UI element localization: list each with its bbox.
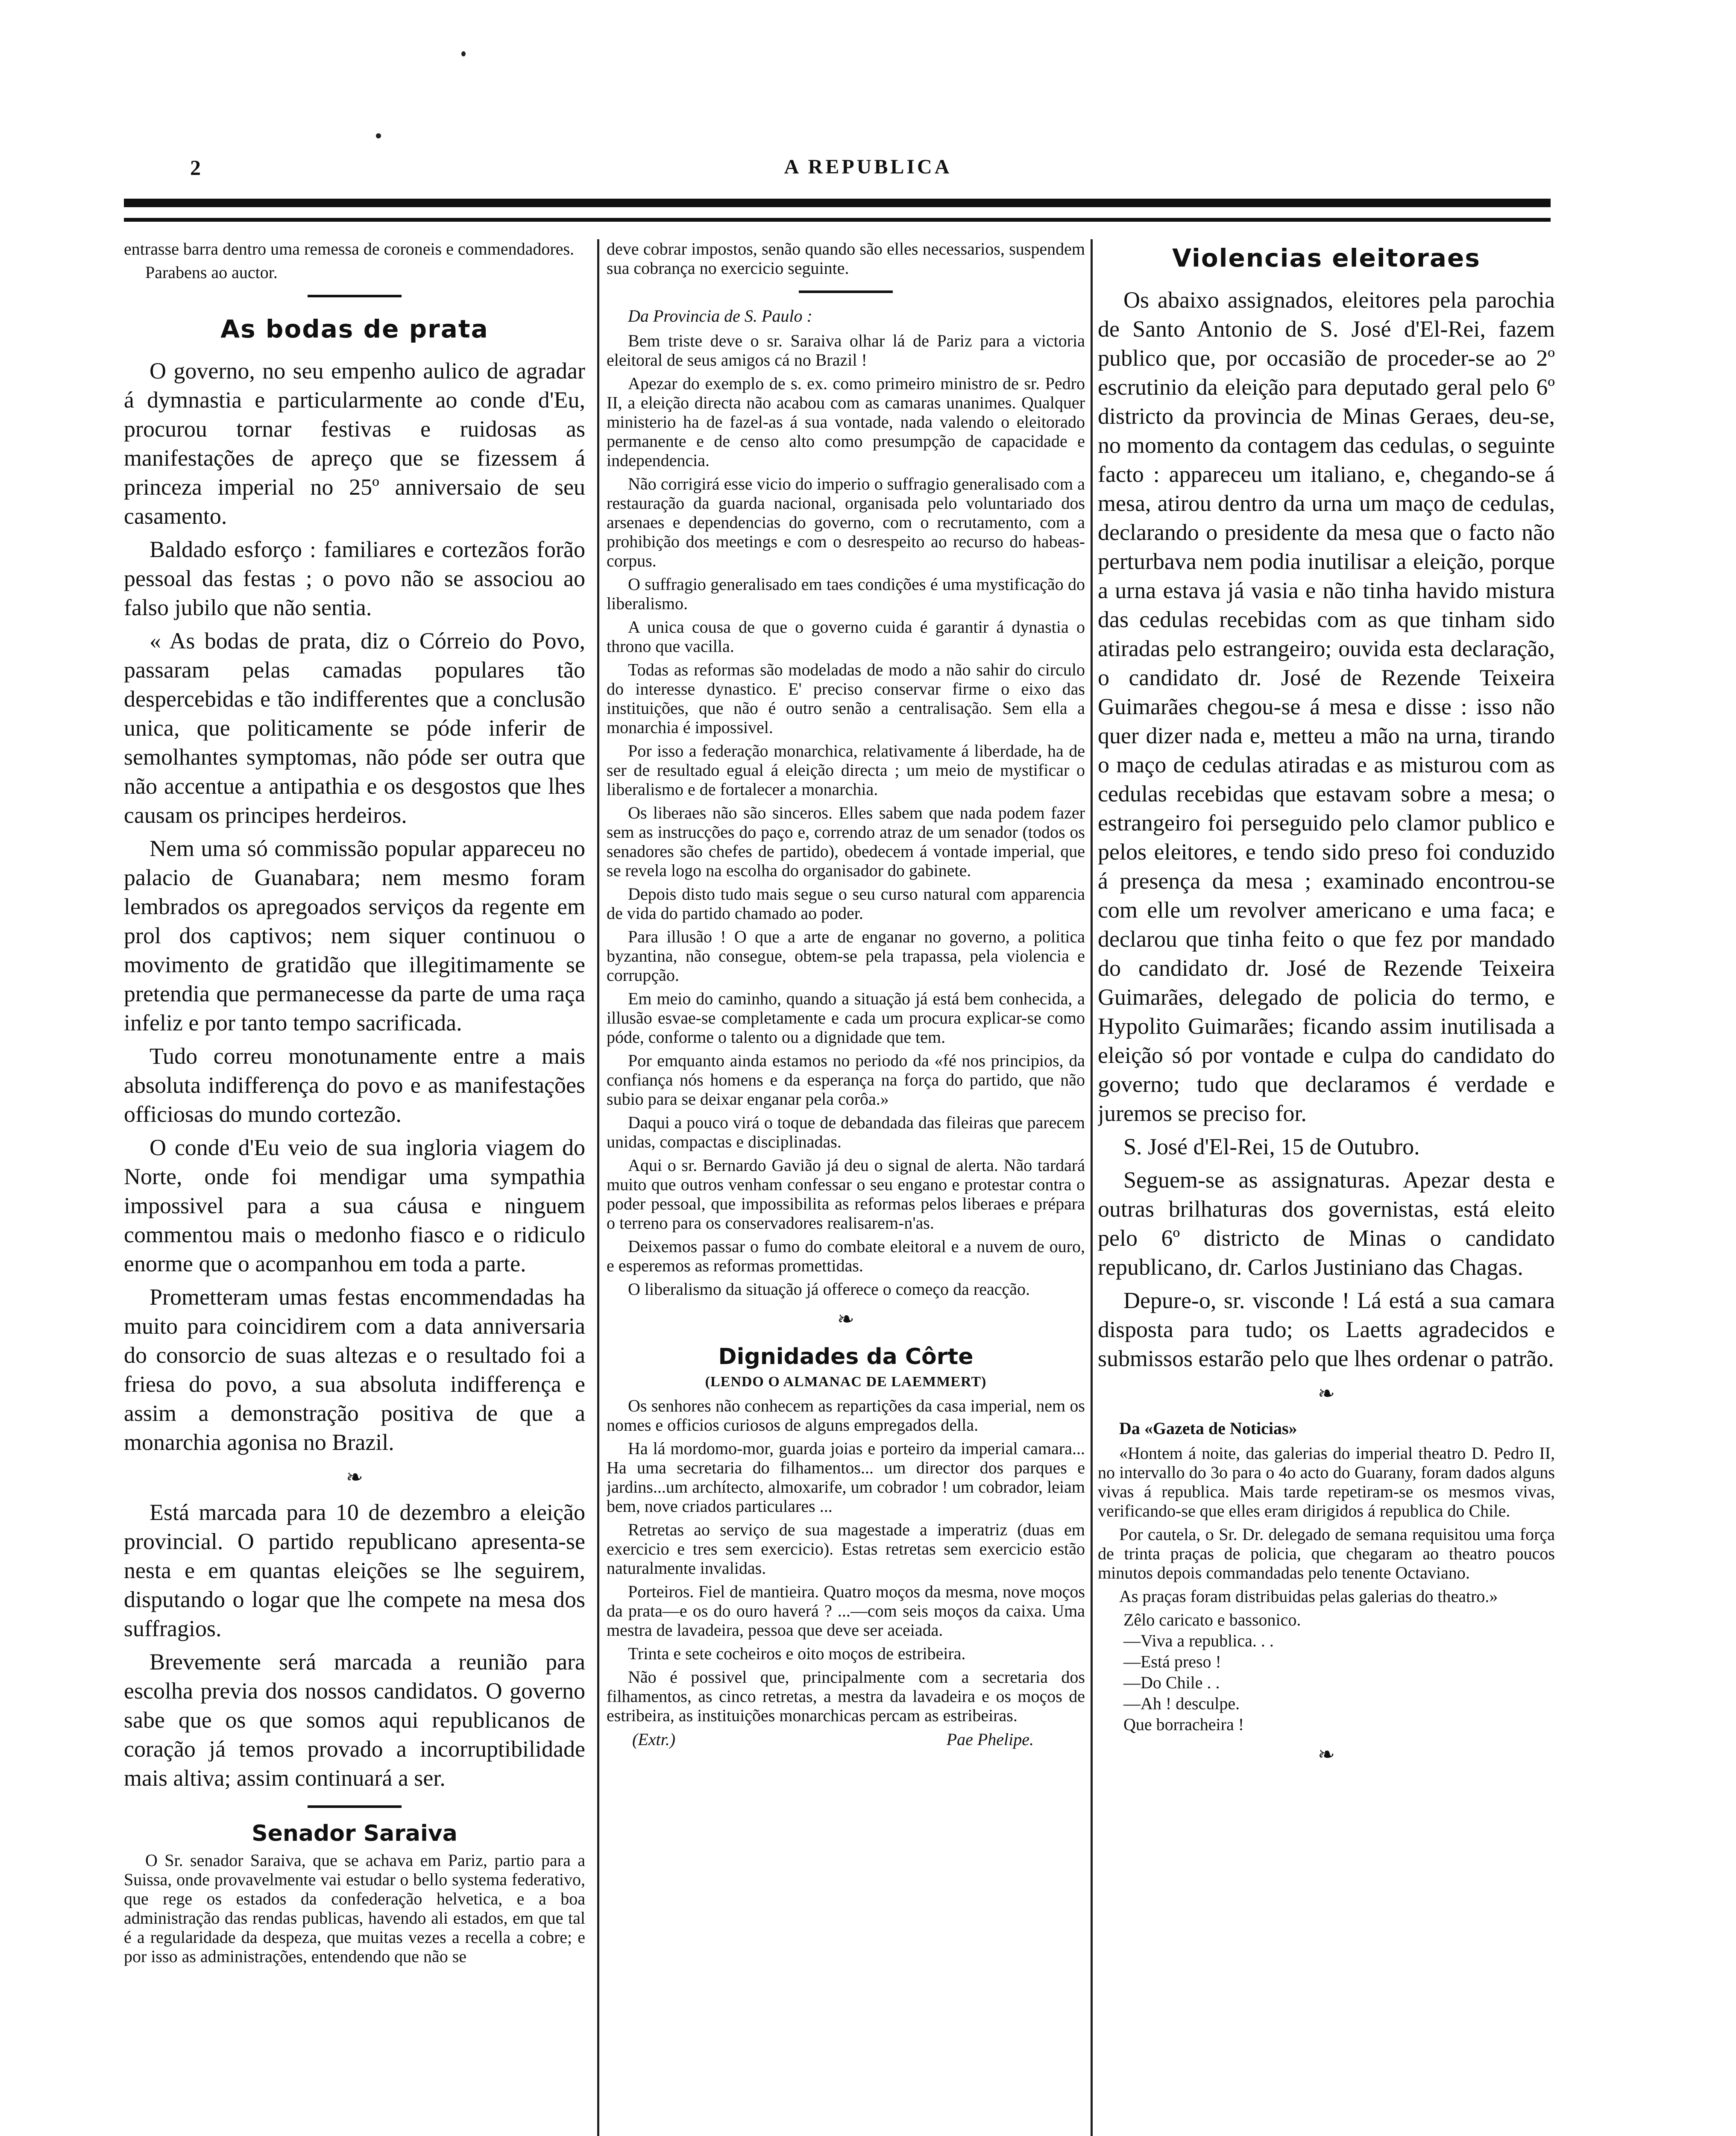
article-paragraph: Brevemente será marcada a reunião para escolha previa dos nossos candidatos. O governo sabe que os que somos aqui republicanos de coração já temos provado a incorruptibilidade mais altiva; assim continuará a ser. (124, 1649, 585, 1791)
page-header (0, 147, 1736, 186)
header-rule-thick (124, 199, 1551, 207)
article-paragraph: Tudo correu monotunamente entre a mais absoluta indifferença do povo e as manifestações officiosas do mundo cortezão. (124, 1043, 585, 1127)
dialogue-line: —Do Chile . . (1123, 1673, 1220, 1692)
article-paragraph: O liberalismo da situação já offerece o começo da reacção. (628, 1279, 1030, 1299)
article-paragraph: O governo, no seu empenho aulico de agradar á dymnastia e particularmente ao conde d'Eu, procurou tornar festivas e ruidosas as manifestações de apreço que se fizessem á princeza imperial no 25º anniversaio de seu casamento. (124, 358, 585, 529)
dialogue-line: —Ah ! desculpe. (1123, 1694, 1240, 1713)
column-divider (597, 239, 599, 2136)
dialogue-line: —Está preso ! (1123, 1652, 1221, 1671)
continued-paragraph: deve cobrar impostos, senão quando são elles necessarios, suspendem sua cobrança no exercicio seguinte. (607, 239, 1085, 278)
article-paragraph: Está marcada para 10 de dezembro a eleição provincial. O partido republicano apresenta-se nesta e em quantas eleições se lhe seguirem, disputando o logar que lhe compete na mesa dos suffragios. (124, 1499, 585, 1641)
column-2 (607, 239, 1085, 2136)
article-paragraph: As praças foram distribuidas pelas galerias do theatro.» (1119, 1587, 1498, 1606)
extract-note: (Extr.) (632, 1730, 676, 1749)
section-rule (799, 290, 893, 293)
article-corte (607, 1396, 1085, 1725)
article-eleicao (124, 1498, 585, 1793)
source-attribution: Da Provincia de S. Paulo : (628, 306, 812, 326)
article-paragraph: Baldado esforço : familiares e cortezãos forão pessoal das festas ; o povo não se associou ao falso jubilo que não sentia. (124, 537, 585, 620)
article-paragraph: Daqui a pouco virá o toque de debandada das fileiras que parecem unidas, compactas e disciplinadas. (607, 1113, 1085, 1151)
dialogue-line: Zêlo caricato e bassonico. (1123, 1610, 1301, 1629)
article-paragraph: Apezar do exemplo de s. ex. como primeiro ministro de sr. Pedro II, a eleição directa não acabou com as camaras unanimes. Qualquer ministerio ha de fazel-as á sua vontade, nada valendo o eleitorado permanente e de censo alto como presumpção de capacidade e independencia. (607, 374, 1085, 470)
ornament-divider: ❧ (1317, 1382, 1335, 1405)
subheadline: (LENDO O ALMANAC DE LAEMMERT) (705, 1374, 987, 1390)
ornament-divider: ❧ (837, 1308, 855, 1331)
article-paragraph: Trinta e sete cocheiros e oito moços de estribeira. (628, 1644, 966, 1663)
intro-paragraph: Parabens ao auctor. (145, 263, 278, 282)
dialogue-line: —Viva a republica. . . (1123, 1631, 1274, 1650)
ornament-divider: ❧ (1317, 1743, 1335, 1766)
article-saraiva (124, 1851, 585, 1966)
article-paragraph: Os liberaes não são sinceros. Elles sabem que nada podem fazer sem as instrucções do paço e, correndo atraz de um senador (todos os senadores são chefes de partido), obedecem á vontade imperial, que se revela logo na escolha do organisador do gabinete. (607, 803, 1085, 880)
dialogue-line: Que borracheira ! (1123, 1715, 1244, 1734)
article-paragraph: Os abaixo assignados, eleitores pela parochia de Santo Antonio de S. José d'El-Rei, fazem publico que, por occasião de proceder-se ao 2º escrutinio da eleição para deputado geral pelo 6º districto da provincia de Minas Geraes, deu-se, no momento da contagem das cedulas, o seguinte facto : appareceu um italiano, e, chegando-se á mesa, atirou dentro da urna um maço de cedulas, declarando o presidente da mesa que o facto não perturbava nem podia inutilisar a eleição, porque a urna estava já vasia e não tinha havido mistura das cedulas recebidas com as que tinham sido atiradas pelo estrangeiro; ouvida esta declaração, o candidato dr. José de Rezende Teixeira Guimarães chegou-se á mesa e disse : isso não quer dizer nada e, metteu a mão na urna, tirando o maço de cedulas atiradas e as misturou com as cedulas recebidas que estavam sobre a mesa; o estrangeiro foi perseguido pelo clamor publico e pelos eleitores, e tendo sido preso foi conduzido á presença da mesa ; examinado encontrou-se com elle um revolver americano e uma faca; e declarou que tinha feito o que fez por mandado do candidato dr. José de Rezende Teixeira Guimarães, delegado de policia do termo, e Hypolito Guimarães; ficando assim inutilisada a eleição só por vontade e culpa do candidato do governo; tudo que declaramos é verdade e juremos se preciso for. (1098, 287, 1555, 1126)
article-paragraph: Bem triste deve o sr. Saraiva olhar lá de Pariz para a victoria eleitoral de seus amigos cá no Brazil ! (607, 331, 1085, 370)
article-paragraph: Porteiros. Fiel de mantieira. Quatro moços da mesma, nove moços da prata—e os do ouro haverá ? ...—com seis moços da caixa. Uma mestra de lavadeira, pessoa que deve ser aceiada. (607, 1582, 1085, 1640)
article-paragraph: Não é possivel que, principalmente com a secretaria dos filhamentos, as cinco retretas, a mestra da lavadeira e os moços de estribeira, as instituições monarchicas percam as estribeiras. (607, 1667, 1085, 1725)
article-paragraph: Aqui o sr. Bernardo Gavião já deu o signal de alerta. Não tardará muito que outros venham confessar o seu engano e protestar contra o poder pessoal, que impossibilita as reformas pelos liberaes e prépara o terreno para os conservadores realisarem-n'as. (607, 1156, 1085, 1232)
article-paragraph: «Hontem á noite, das galerias do imperial theatro D. Pedro II, no intervallo do 3o para o 4o acto do Guarany, foram dados alguns vivas á republica. Mais tarde repetiram-se os mesmos vivas, verificando-se que elles eram dirigidos á republica do Chile. (1098, 1444, 1555, 1520)
article-paragraph: Por emquanto ainda estamos no periodo da «fé nos principios, da confiança nós homens e da esperança na força do partido, que não subio para se deixar enganar pela corôa.» (607, 1051, 1085, 1109)
headline-dignidades-da-corte: Dignidades da Côrte (718, 1344, 974, 1370)
article-paragraph: Para illusão ! O que a arte de enganar no governo, a politica byzantina, não consegue, obtem-se pela trapassa, pela violencia e corrupção. (607, 927, 1085, 985)
article-paragraph: Depure-o, sr. visconde ! Lá está a sua camara disposta para tudo; os Laetts agradecidos e submissos estarão pelo que lhes ordenar o patrão. (1098, 1288, 1555, 1371)
article-paragraph: Ha lá mordomo-mor, guarda joias e porteiro da imperial camara... Ha uma secretaria do filhamentos... um director dos parques e jardins...um archítecto, almoxarife, um cobrador ! um cobrador, leiam bem, nove criados particulares ... (607, 1439, 1085, 1516)
headline-bodas-de-prata: As bodas de prata (220, 314, 489, 343)
section-rule (308, 295, 402, 297)
article-paragraph: Retretas ao serviço de sua magestade a imperatriz (duas em exercicio e tres sem exercicio). Estas retretas sem exercicio estão naturalmente invalidas. (607, 1520, 1085, 1578)
ornament-divider: ❧ (346, 1466, 364, 1489)
article-paragraph: « As bodas de prata, diz o Córreio do Povo, passaram pelas camadas populares tão despercebidas e tão indifferentes que a conclusão unica, que politicamente se póde inferir de semolhantes symptomas, não póde ser outra que não accentue a antipathia e os desgostos que lhes causam os principes herdeiros. (124, 628, 585, 828)
article-paragraph: Em meio do caminho, quando a situação já está bem conhecida, a illusão esvae-se completamente e cada um procura explicar-se como póde, conforme o talento ou a dignidade que tem. (607, 989, 1085, 1047)
article-paragraph: Depois disto tudo mais segue o seu curso natural com apparencia de vida do partido chamado ao poder. (607, 884, 1085, 923)
headline-violencias-eleitoraes: Violencias eleitoraes (1172, 244, 1481, 273)
header-rule-thin (124, 218, 1551, 222)
article-paragraph: Deixemos passar o fumo do combate eleitoral e a nuvem de ouro, e esperemos as reformas promettidas. (607, 1237, 1085, 1275)
section-rule (308, 1805, 402, 1808)
article-paragraph: Prometteram umas festas encommendadas ha muito para coincidirem com a data anniversaria do consorcio de suas altezas e o resultado foi a friesa do povo, a sua absoluta indifferença e assim a demonstração positiva de que a monarchia agonisa no Brazil. (124, 1284, 585, 1455)
dialogue-lines (1098, 1610, 1555, 1734)
intro-paragraph: entrasse barra dentro uma remessa de coroneis e commendadores. (124, 239, 575, 258)
article-violencias (1098, 285, 1555, 1373)
article-paragraph: O Sr. senador Saraiva, que se achava em Pariz, partio para a Suissa, onde provavelmente vai estudar o bello systema federativo, que rege os estados da confederação helvetica, e a boa administração das rendas publicas, havendo ali estados, em que tal é a regularidade da despeza, que muitas vezes a recella a cobre; e por isso as administrações, entendendo que não se (124, 1851, 585, 1966)
article-gazeta (1098, 1418, 1555, 1734)
signature: Pae Phelipe. (946, 1730, 1034, 1749)
article-paragraph: Nem uma só commissão popular appareceu no palacio de Guanabara; nem mesmo foram lembrados os apregoados serviços da regente em prol dos captivos; nem siquer continuou o movimento de gratidão que illegitimamente se pretendia que permanecesse da parte de uma raça infeliz e por tanto tempo sacrificada. (124, 836, 585, 1036)
article-paragraph: Por isso a federação monarchica, relativamente á liberdade, ha de ser de resultado egual á eleição directa ; um meio de mystificar o liberalismo e de fortalecer a monarchia. (607, 741, 1085, 799)
source-attribution: Da «Gazeta de Noticias» (1119, 1419, 1297, 1438)
masthead-title: A REPUBLICA (784, 156, 952, 178)
ink-speck (376, 133, 381, 138)
article-paragraph: Não corrigirá esse vicio do imperio o suffragio generalisado com a restauração da guarda nacional, organisada pelo voluntariado dos arsenaes e dependencias do governo, com o recrutamento, com a prohibição dos meetings e com o desrespeito ao recurso do habeas-corpus. (607, 474, 1085, 570)
article-bodas (124, 356, 585, 1457)
article-paragraph: Seguem-se as assignaturas. Apezar desta e outras brilhaturas dos governistas, está eleito pelo 6º districto de Minas o candidato republicano, dr. Carlos Justiniano das Chagas. (1098, 1167, 1555, 1280)
signature-line (607, 1729, 1085, 1749)
column-3 (1098, 239, 1555, 1888)
dateline: S. José d'El-Rei, 15 de Outubro. (1123, 1134, 1420, 1159)
column-1 (124, 239, 585, 2136)
article-paragraph: Os senhores não conhecem as repartições da casa imperial, nem os nomes e officios curiosos de alguns empregados della. (607, 1396, 1085, 1435)
column-divider (1091, 239, 1093, 2136)
article-paragraph: Todas as reformas são modeladas de modo a não sahir do circulo do interesse dynastico. E' preciso conservar firme o eixo das instituições, que não é outro senão a centralisação. Sem ella a monarchia é impossivel. (607, 660, 1085, 737)
page-number: 2 (190, 156, 201, 179)
ink-speck (461, 51, 466, 56)
article-paragraph: Por cautela, o Sr. Dr. delegado de semana requisitou uma força de trinta praças de policia, que chegaram ao theatro poucos minutos depois commandadas pelo tenente Octaviano. (1098, 1525, 1555, 1582)
article-paragraph: O conde d'Eu veio de sua ingloria viagem do Norte, onde foi mendigar uma sympathia impossivel para a sua cáusa e ninguem commentou mais o medonho fiasco e o ridiculo enorme que o acompanhou em toda a parte. (124, 1135, 585, 1276)
article-paragraph: O suffragio generalisado em taes condições é uma mystificação do liberalismo. (607, 575, 1085, 613)
headline-senador-saraiva: Senador Saraiva (252, 1821, 457, 1846)
article-paragraph: A unica cousa de que o governo cuida é garantir á dynastia o throno que vacilla. (607, 617, 1085, 656)
